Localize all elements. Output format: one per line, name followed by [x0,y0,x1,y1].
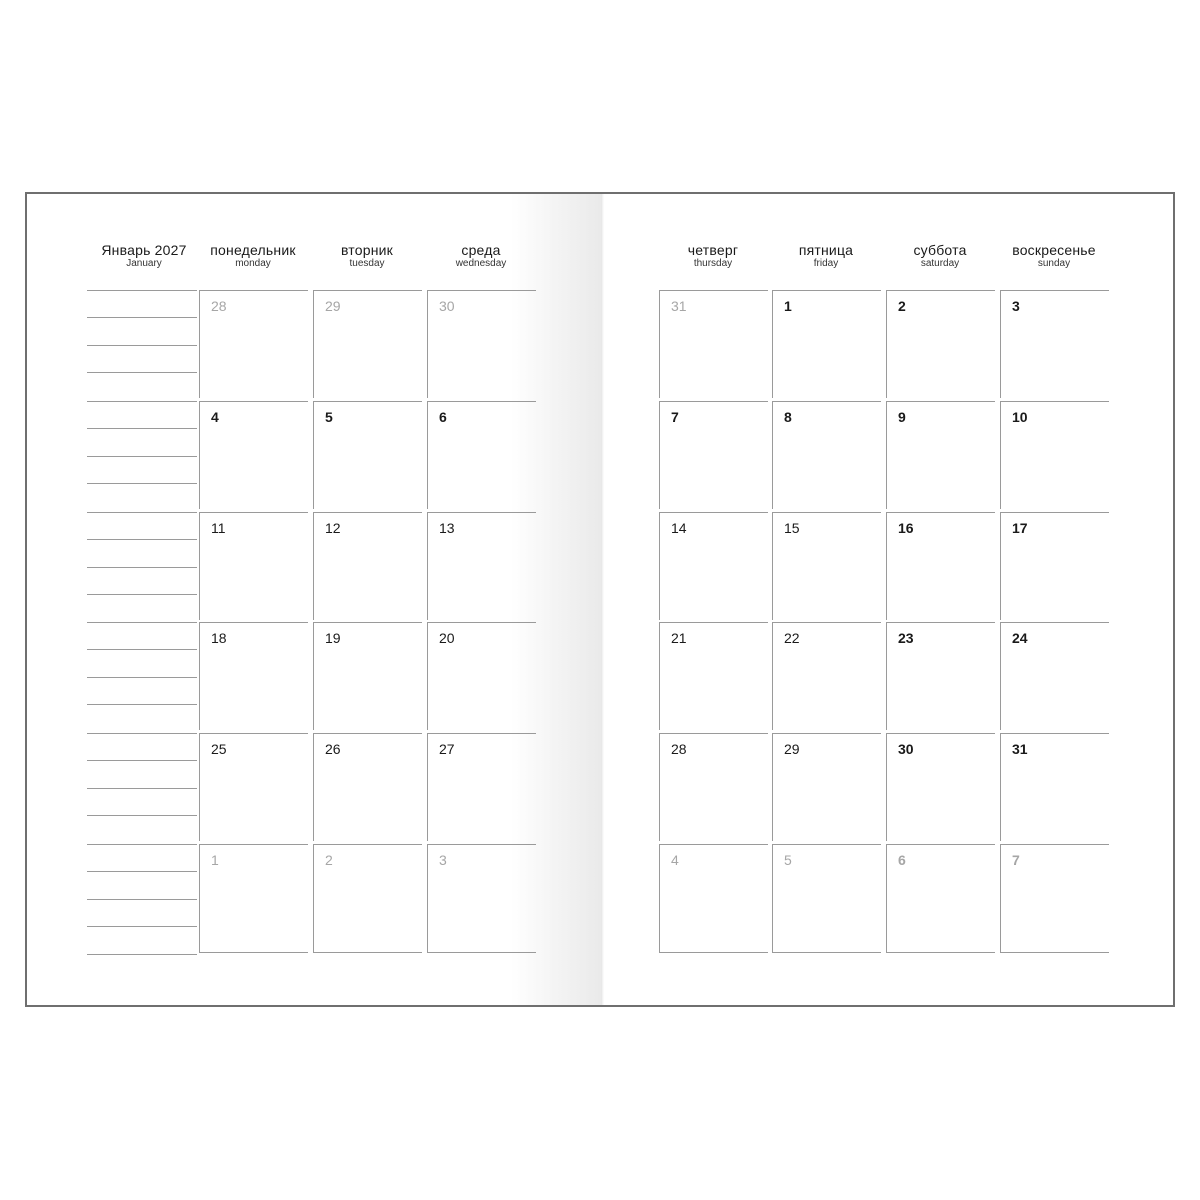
day-cell[interactable] [199,401,308,509]
day-cell[interactable] [199,844,308,953]
notes-line [87,649,197,650]
day-number: 19 [325,630,341,646]
day-header-wednesday-ru: среда [461,242,501,258]
day-cell[interactable] [1000,844,1109,953]
day-header-friday-en: friday [813,258,839,269]
week-notes-block[interactable] [87,512,197,620]
day-cell[interactable] [313,512,422,620]
notes-line [87,760,197,761]
day-cell[interactable] [772,733,881,841]
notes-line [87,954,197,955]
month-title: Январь 2027 [101,242,187,258]
day-cell[interactable] [1000,290,1109,398]
notes-line [87,704,197,705]
day-cell[interactable] [199,290,308,398]
day-cell[interactable] [199,733,308,841]
day-number: 4 [671,852,679,868]
notes-line [87,844,197,845]
day-cell[interactable] [886,844,995,953]
day-cell[interactable] [427,290,536,398]
week-notes-block[interactable] [87,401,197,509]
week-notes-block[interactable] [87,622,197,730]
notes-line [87,428,197,429]
day-cell[interactable] [772,844,881,953]
day-header-thursday-ru: четверг [687,242,739,258]
day-cell[interactable] [659,512,768,620]
day-cell[interactable] [886,401,995,509]
day-cell[interactable] [313,844,422,953]
month-header [89,242,199,270]
day-cell[interactable] [659,844,768,953]
week-notes-block[interactable] [87,733,197,841]
day-header-tuesday [312,242,422,270]
notes-line [87,372,197,373]
day-number: 4 [211,409,219,425]
day-number: 1 [784,298,792,314]
day-number: 18 [211,630,227,646]
day-header-monday-en: monday [235,258,271,269]
day-number: 24 [1012,630,1028,646]
day-cell[interactable] [199,512,308,620]
day-number: 26 [325,741,341,757]
day-number: 3 [439,852,447,868]
day-header-sunday-ru: воскресенье [1012,242,1096,258]
day-number: 13 [439,520,455,536]
day-cell[interactable] [1000,401,1109,509]
month-subtitle: January [126,258,162,269]
day-number: 6 [898,852,906,868]
day-number: 9 [898,409,906,425]
day-number: 31 [671,298,687,314]
day-number: 2 [325,852,333,868]
notes-line [87,290,197,291]
day-cell[interactable] [659,290,768,398]
day-cell[interactable] [427,733,536,841]
day-cell[interactable] [313,733,422,841]
notes-line [87,512,197,513]
day-header-wednesday [426,242,536,270]
notes-line [87,567,197,568]
day-cell[interactable] [772,622,881,730]
day-header-monday-ru: понедельник [210,242,296,258]
day-cell[interactable] [1000,512,1109,620]
day-cell[interactable] [772,401,881,509]
day-cell[interactable] [427,401,536,509]
day-cell[interactable] [886,622,995,730]
day-number: 30 [439,298,455,314]
day-header-saturday [885,242,995,270]
day-number: 14 [671,520,687,536]
notes-line [87,788,197,789]
notes-line [87,677,197,678]
day-number: 3 [1012,298,1020,314]
day-header-tuesday-en: tuesday [349,258,385,269]
week-notes-block[interactable] [87,844,197,952]
notes-line [87,899,197,900]
day-cell[interactable] [1000,733,1109,841]
day-header-friday-ru: пятница [798,242,854,258]
day-number: 5 [325,409,333,425]
day-number: 28 [211,298,227,314]
day-cell[interactable] [886,512,995,620]
day-number: 10 [1012,409,1028,425]
day-number: 27 [439,741,455,757]
day-cell[interactable] [886,733,995,841]
day-number: 1 [211,852,219,868]
day-header-sunday-en: sunday [1037,258,1071,269]
day-number: 7 [1012,852,1020,868]
notes-line [87,815,197,816]
day-cell[interactable] [659,622,768,730]
day-number: 6 [439,409,447,425]
week-notes-block[interactable] [87,290,197,398]
page-gutter-edge [601,194,604,1005]
day-cell[interactable] [199,622,308,730]
day-number: 22 [784,630,800,646]
notes-line [87,345,197,346]
day-number: 23 [898,630,914,646]
day-header-saturday-en: saturday [920,258,960,269]
notes-line [87,926,197,927]
notes-line [87,456,197,457]
day-number: 25 [211,741,227,757]
day-number: 11 [211,520,226,536]
day-cell[interactable] [427,622,536,730]
day-header-sunday [999,242,1109,270]
day-cell[interactable] [772,290,881,398]
day-number: 5 [784,852,792,868]
day-number: 2 [898,298,906,314]
day-cell[interactable] [427,844,536,953]
day-cell[interactable] [427,512,536,620]
day-number: 20 [439,630,455,646]
day-cell[interactable] [772,512,881,620]
day-header-tuesday-ru: вторник [340,242,394,258]
day-header-wednesday-en: wednesday [455,258,507,269]
notes-line [87,317,197,318]
day-number: 17 [1012,520,1028,536]
day-number: 28 [671,741,687,757]
day-number: 15 [784,520,800,536]
day-cell[interactable] [1000,622,1109,730]
day-number: 29 [325,298,341,314]
day-cell[interactable] [313,401,422,509]
day-header-thursday [658,242,768,270]
day-header-thursday-en: thursday [693,258,733,269]
day-number: 29 [784,741,800,757]
day-number: 16 [898,520,914,536]
day-cell[interactable] [659,733,768,841]
day-header-saturday-ru: суббота [913,242,967,258]
day-number: 7 [671,409,679,425]
day-header-monday [198,242,308,270]
planner-spread [25,192,1175,1007]
day-number: 21 [671,630,687,646]
notes-line [87,594,197,595]
day-number: 8 [784,409,792,425]
notes-line [87,401,197,402]
day-cell[interactable] [313,622,422,730]
day-cell[interactable] [659,401,768,509]
notes-line [87,483,197,484]
notes-line [87,733,197,734]
day-number: 12 [325,520,341,536]
notes-line [87,622,197,623]
day-cell[interactable] [886,290,995,398]
day-cell[interactable] [313,290,422,398]
notes-line [87,871,197,872]
notes-line [87,539,197,540]
day-header-friday [771,242,881,270]
day-number: 30 [898,741,914,757]
day-number: 31 [1012,741,1028,757]
